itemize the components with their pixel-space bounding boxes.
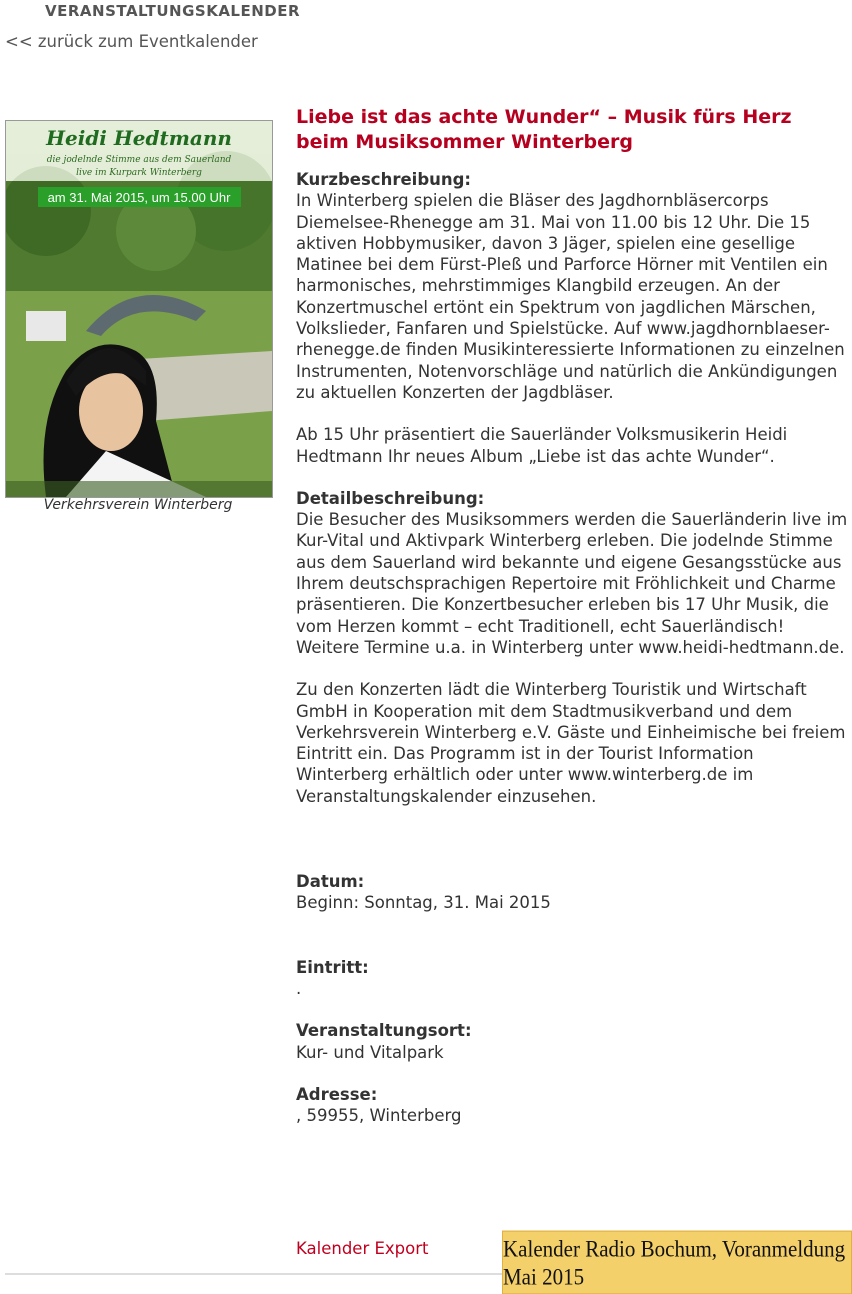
short-description-paragraph-2: Ab 15 Uhr präsentiert die Sauerländer Volksmusikerin Heidi Hedtmann Ihr neues Album „Liebe ist das achte Wunder“. bbox=[296, 425, 788, 466]
calendar-export-link[interactable]: Kalender Export bbox=[296, 1239, 429, 1258]
entry-value: . bbox=[296, 978, 302, 998]
date-value: Beginn: Sonntag, 31. Mai 2015 bbox=[296, 893, 551, 913]
poster-date-banner: am 31. Mai 2015, um 15.00 Uhr bbox=[47, 190, 231, 205]
poster-subtitle-1: die jodelnde Stimme aus dem Sauerland bbox=[46, 155, 232, 165]
event-details bbox=[296, 105, 848, 1126]
venue-value: Kur- und Vitalpark bbox=[296, 1042, 444, 1062]
poster-caption: Verkehrsverein Winterberg bbox=[43, 497, 233, 513]
venue-label: Veranstaltungsort: bbox=[296, 1021, 472, 1041]
detail-description-paragraph-2: Zu den Konzerten lädt die Winterberg Touristik und Wirtschaft GmbH in Kooperation mit dem Stadtmusikverband und dem Verkehrsverein Winterberg e.V. Gäste und Einheimische bei freiem Eintritt ein. Das Programm ist in der Tourist Information Winterberg erhältlich oder unter www.winterberg.de im Veranstaltungskalender einzusehen. bbox=[296, 680, 846, 806]
poster-name-text: Heidi Hedtmann bbox=[46, 126, 232, 150]
page-title: VERANSTALTUNGSKALENDER bbox=[45, 2, 301, 20]
detail-description-label: Detailbeschreibung: bbox=[296, 488, 485, 508]
address-label: Adresse: bbox=[296, 1084, 378, 1104]
date-label: Datum: bbox=[296, 872, 365, 892]
event-title: Liebe ist das achte Wunder“ – Musik fürs Herz beim Musiksommer Winterberg bbox=[296, 106, 792, 153]
address-value: , 59955, Winterberg bbox=[296, 1106, 462, 1126]
radio-bochum-watermark: Kalender Radio Bochum, Voranmeldung Mai 2015 bbox=[502, 1231, 852, 1294]
event-poster-image bbox=[5, 120, 273, 498]
detail-description-paragraph-1: Die Besucher des Musiksommers werden die Sauerländerin live im Kur-Vital und Aktivpark Winterberg erleben. Die jodelnde Stimme aus dem Sauerland wird bekannte und eigene Gesangsstücke aus Ihrem deutschsprachigen Repertoire mit Fröhlichkeit und Charme präsentieren. Die Konzertbesucher erleben bis 17 Uhr Musik, die vom Herzen kommt – echt Traditionell, echt Sauerländisch! Weitere Termine u.a. in Winterberg unter www.heidi-hedtmann.de. bbox=[296, 510, 848, 657]
back-to-calendar-link[interactable]: << zurück zum Eventkalender bbox=[5, 32, 258, 51]
short-description-label: Kurzbeschreibung: bbox=[296, 170, 472, 189]
poster-subtitle-2: live im Kurpark Winterberg bbox=[76, 168, 202, 178]
entry-label: Eintritt: bbox=[296, 957, 369, 977]
short-description-paragraph-1: In Winterberg spielen die Bläser des Jagdhornbläsercorps Diemelsee-Rhenegge am 31. Mai von 11.00 bis 12 Uhr. Die 15 aktiven Hobbymusiker, davon 3 Jäger, spielen eine gesellige Matinee bei dem Fürst-Pleß und Parforce Hörner mit Ventilen ein harmonisches, mehrstimmiges Klangbild erzeugen. An der Konzertmuschel ertönt ein Spektrum von jagdlichen Märschen, Volkslieder, Fanfaren und Spielstücke. Auf www.jagdhornblaeser-rhenegge.de finden Musikinteressierte Informationen zu einzelnen Instrumenten, Notenvorschläge und natürlich die Ankündigungen zu aktuellen Konzerten der Jagdbläser. bbox=[296, 191, 845, 402]
